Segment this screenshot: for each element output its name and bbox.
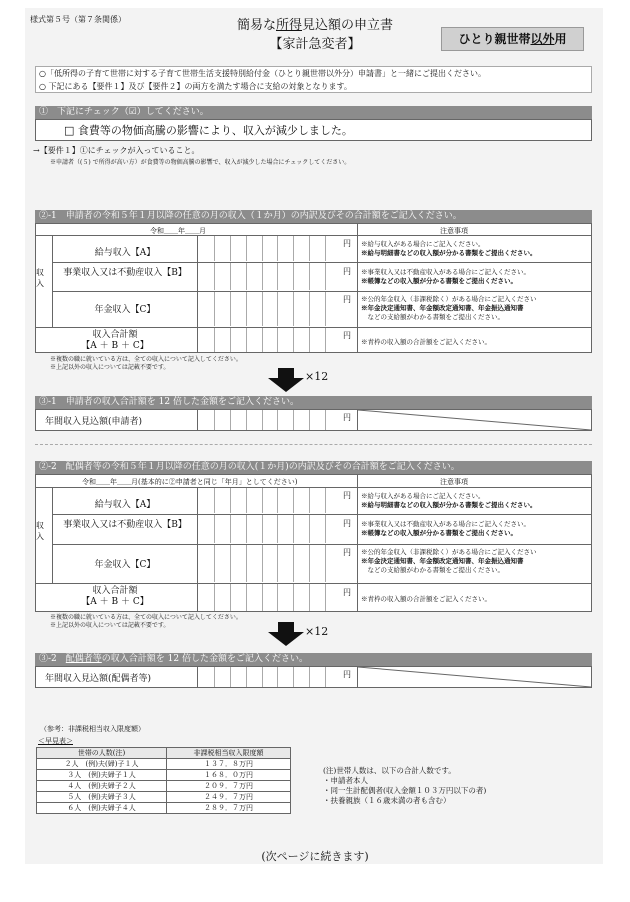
digit-divider	[293, 236, 294, 261]
spouse-pension-income-label: 年金収入【C】	[94, 560, 156, 570]
digit-divider	[214, 263, 215, 290]
digit-divider	[230, 263, 231, 290]
digit-divider	[230, 584, 231, 611]
table-row: ４人 (例)夫婦子２人 ２０９．７万円	[37, 781, 291, 792]
yen-unit: 円	[343, 670, 351, 679]
digit-divider	[309, 236, 310, 261]
digit-divider	[325, 292, 326, 326]
pension-income-notes: ※公的年金収入（非課税除く）がある場合にご記入ください ※年金決定通知書、年金額改定通知書、年金振込通知書 などの支給額がわかる書類をご提出ください。	[361, 295, 537, 321]
notice-line-1: ○「低所得の子育て世帯に対する子育て世帯生活支援特別給付金（ひとり親世帯以外分）申請書」と一緒にご提出ください。	[39, 69, 486, 78]
notice-line-2: ○ 下記にある【要件１】及び【要件２】の両方を満たす場合に支給の対象となります。	[39, 82, 352, 91]
multiply-twelve: ×12	[305, 370, 329, 383]
income-limit-table	[36, 747, 291, 814]
digit-divider	[293, 328, 294, 352]
digit-divider	[277, 515, 278, 543]
digit-divider	[262, 545, 263, 582]
digit-divider	[309, 545, 310, 582]
digit-divider	[325, 328, 326, 352]
section2-1-heading: ②-1 申請者の令和５年１月以降の任意の月の収入（１か月）の内訳及びその合計額をご記入ください。	[35, 210, 592, 223]
digit-divider	[214, 410, 215, 430]
digit-divider	[262, 515, 263, 543]
digit-divider	[325, 667, 326, 687]
section2-1-period: 令和＿＿年＿＿月	[150, 227, 206, 235]
spouse-total-income-input[interactable]	[198, 584, 341, 611]
digit-divider	[230, 328, 231, 352]
digit-divider	[293, 488, 294, 513]
digit-divider	[246, 236, 247, 261]
section2-1-side-label: 収入	[36, 268, 44, 288]
digit-divider	[293, 667, 294, 687]
digit-divider	[277, 328, 278, 352]
annual-income-applicant-input[interactable]	[198, 410, 341, 430]
spouse-salary-income-input[interactable]	[198, 488, 341, 513]
digit-divider	[325, 515, 326, 543]
down-arrow-icon	[278, 368, 294, 378]
digit-divider	[230, 236, 231, 261]
digit-divider	[309, 328, 310, 352]
digit-divider	[309, 292, 310, 326]
household-type-badge: ひとり親世帯以外用	[441, 27, 584, 51]
table-row: ５人 (例)夫婦子３人 ２４９．７万円	[37, 792, 291, 803]
digit-divider	[214, 667, 215, 687]
digit-divider	[277, 488, 278, 513]
digit-divider	[309, 584, 310, 611]
digit-divider	[277, 263, 278, 290]
section2-1-notes-header: 注意事項	[440, 227, 468, 235]
notice-box	[35, 66, 592, 93]
continued-next-page: (次ページに続きます)	[261, 850, 369, 863]
diagonal-strike	[358, 410, 591, 430]
digit-divider	[262, 667, 263, 687]
salary-income-input[interactable]	[198, 236, 341, 261]
digit-divider	[262, 328, 263, 352]
business-income-notes: ※事業収入又は不動産収入がある場合にご記入ください。 ※帳簿などの収入額が分かる書類をご提出ください。	[361, 268, 530, 285]
table-row: ２人 (例)夫(婦)子１人 １３７．８万円	[37, 759, 291, 770]
digit-divider	[262, 236, 263, 261]
yen-unit: 円	[343, 548, 351, 557]
page-subtitle: 【家計急変者】	[269, 37, 361, 52]
spouse-business-income-notes: ※事業収入又は不動産収入がある場合にご記入ください。 ※帳簿などの収入額が分かる書類をご提出ください。	[361, 520, 530, 537]
section2-2-notes-header: 注意事項	[440, 478, 468, 486]
digit-divider	[230, 292, 231, 326]
down-arrow-icon	[268, 378, 304, 392]
table-header: 非課税相当収入限度額	[167, 748, 291, 759]
digit-divider	[293, 410, 294, 430]
spouse-business-income-label: 事業収入又は不動産収入【B】	[63, 520, 187, 530]
digit-divider	[309, 667, 310, 687]
digit-divider	[277, 584, 278, 611]
section3-2-heading: ③-2 配偶者等の収入合計額を 12 倍した金額をご記入ください。	[35, 653, 592, 666]
yen-unit: 円	[343, 295, 351, 304]
digit-divider	[246, 292, 247, 326]
reference-subcaption: ＜早見表＞	[38, 737, 73, 745]
annual-income-applicant-label: 年間収入見込額(申請者)	[45, 417, 143, 427]
digit-divider	[325, 584, 326, 611]
yen-unit: 円	[343, 331, 351, 340]
salary-income-notes: ※給与収入がある場合にご記入ください。 ※給与明細書などの収入額が分かる書類をご提出ください。	[361, 240, 537, 257]
digit-divider	[230, 410, 231, 430]
digit-divider	[246, 488, 247, 513]
yen-unit: 円	[343, 267, 351, 276]
pension-income-label: 年金収入【C】	[94, 305, 156, 315]
digit-divider	[230, 545, 231, 582]
spouse-total-income-label: 収入合計額 【A ＋ B ＋ C】	[81, 586, 149, 607]
section2-2-side-label: 収入	[36, 521, 44, 541]
digit-divider	[325, 488, 326, 513]
requirement-1: →【要件１】①にチェックが入っていること。	[33, 146, 200, 155]
yen-unit: 円	[343, 588, 351, 597]
digit-divider	[325, 263, 326, 290]
down-arrow-icon	[278, 622, 294, 632]
multiply-twelve: ×12	[305, 625, 329, 638]
digit-divider	[214, 515, 215, 543]
digit-divider	[214, 292, 215, 326]
digit-divider	[309, 410, 310, 430]
digit-divider	[214, 584, 215, 611]
digit-divider	[214, 488, 215, 513]
digit-divider	[262, 292, 263, 326]
digit-divider	[246, 410, 247, 430]
digit-divider	[246, 328, 247, 352]
yen-unit: 円	[343, 491, 351, 500]
page-title: 簡易な所得見込額の申立書	[236, 18, 394, 33]
digit-divider	[277, 292, 278, 326]
digit-divider	[293, 292, 294, 326]
digit-divider	[262, 263, 263, 290]
digit-divider	[262, 488, 263, 513]
yen-unit: 円	[343, 413, 351, 422]
digit-divider	[293, 545, 294, 582]
digit-divider	[262, 584, 263, 611]
digit-divider	[293, 515, 294, 543]
digit-divider	[309, 515, 310, 543]
section3-1-heading: ③-1 申請者の収入合計額を 12 倍した金額をご記入ください。	[35, 396, 592, 409]
section2-2-period: 令和＿＿年＿＿月(基本的に②申請者と同じ「年月」としてください)	[82, 478, 298, 486]
section2-2-footnotes: ※複数の職に就いている方は、全ての収入について記入してください。 ※上記以外の収入については記載不要です。	[50, 614, 242, 629]
reference-caption: （参考：非課税相当収入限度額）	[40, 725, 145, 733]
digit-divider	[309, 488, 310, 513]
digit-divider	[214, 236, 215, 261]
requirement-1-note: ※申請者（(５) で所得が高い方）が食費等の物価高騰の影響で、収入が減少した場合にチェックしてください。	[50, 159, 351, 166]
yen-unit: 円	[343, 239, 351, 248]
digit-divider	[230, 515, 231, 543]
spouse-salary-income-label: 給与収入【A】	[94, 500, 156, 510]
business-income-input[interactable]	[198, 263, 341, 290]
digit-divider	[214, 545, 215, 582]
business-income-label: 事業収入又は不動産収入【B】	[63, 268, 187, 278]
form-number: 様式第５号（第７条関係）	[30, 15, 126, 24]
table-header: 世帯の人数(注)	[37, 748, 167, 759]
digit-divider	[230, 667, 231, 687]
table-header-row	[37, 748, 291, 759]
section1-heading: ① 下記にチェック（☑）してください。	[35, 106, 592, 119]
spouse-total-income-note: ※青枠の収入額の合計額をご記入ください。	[361, 595, 491, 603]
digit-divider	[293, 263, 294, 290]
digit-divider	[246, 584, 247, 611]
spouse-pension-income-input[interactable]	[198, 545, 341, 582]
spouse-business-income-input[interactable]	[198, 515, 341, 543]
digit-divider	[230, 488, 231, 513]
digit-divider	[277, 667, 278, 687]
digit-divider	[262, 410, 263, 430]
digit-divider	[246, 667, 247, 687]
digit-divider	[325, 410, 326, 430]
section2-1-footnotes: ※複数の職に就いている方は、全ての収入について記入してください。 ※上記以外の収入については記載不要です。	[50, 356, 242, 371]
table-row: ３人 (例)夫婦子１人 １６８．０万円	[37, 770, 291, 781]
pension-income-input[interactable]	[198, 292, 341, 326]
digit-divider	[277, 236, 278, 261]
total-income-note: ※青枠の収入額の合計額をご記入ください。	[361, 338, 491, 346]
household-count-note: (注)世帯人数は、以下の合計人数です。 ・申請者本人 ・同一生計配偶者(収入金額１０３万円以下の者) ・扶養親族（１６歳未満の者も含む）	[323, 766, 487, 805]
digit-divider	[246, 263, 247, 290]
diagonal-strike	[358, 667, 591, 687]
digit-divider	[277, 545, 278, 582]
salary-income-label: 給与収入【A】	[94, 248, 156, 258]
digit-divider	[246, 515, 247, 543]
digit-divider	[325, 545, 326, 582]
section2-2-heading: ②-2 配偶者等の令和５年１月以降の任意の月の収入(１か月)の内訳及びその合計額をご記入ください。	[35, 461, 592, 474]
annual-income-spouse-input[interactable]	[198, 667, 341, 687]
spouse-pension-income-notes: ※公的年金収入（非課税除く）がある場合にご記入ください ※年金決定通知書、年金額改定通知書、年金振込通知書 などの支給額がわかる書類をご提出ください。	[361, 548, 537, 574]
digit-divider	[246, 545, 247, 582]
digit-divider	[214, 328, 215, 352]
table-row: ６人 (例)夫婦子４人 ２８９．７万円	[37, 803, 291, 814]
digit-divider	[309, 263, 310, 290]
price-impact-checkbox[interactable]: □ 食費等の物価高騰の影響により、収入が減少しました。	[35, 119, 592, 141]
total-income-label: 収入合計額 【A ＋ B ＋ C】	[81, 330, 149, 351]
down-arrow-icon	[268, 632, 304, 646]
digit-divider	[325, 236, 326, 261]
total-income-input[interactable]	[198, 328, 341, 352]
spouse-salary-income-notes: ※給与収入がある場合にご記入ください。 ※給与明細書などの収入額が分かる書類をご提出ください。	[361, 492, 537, 509]
yen-unit: 円	[343, 519, 351, 528]
digit-divider	[277, 410, 278, 430]
digit-divider	[293, 584, 294, 611]
annual-income-spouse-label: 年間収入見込額(配偶者等)	[45, 674, 152, 684]
